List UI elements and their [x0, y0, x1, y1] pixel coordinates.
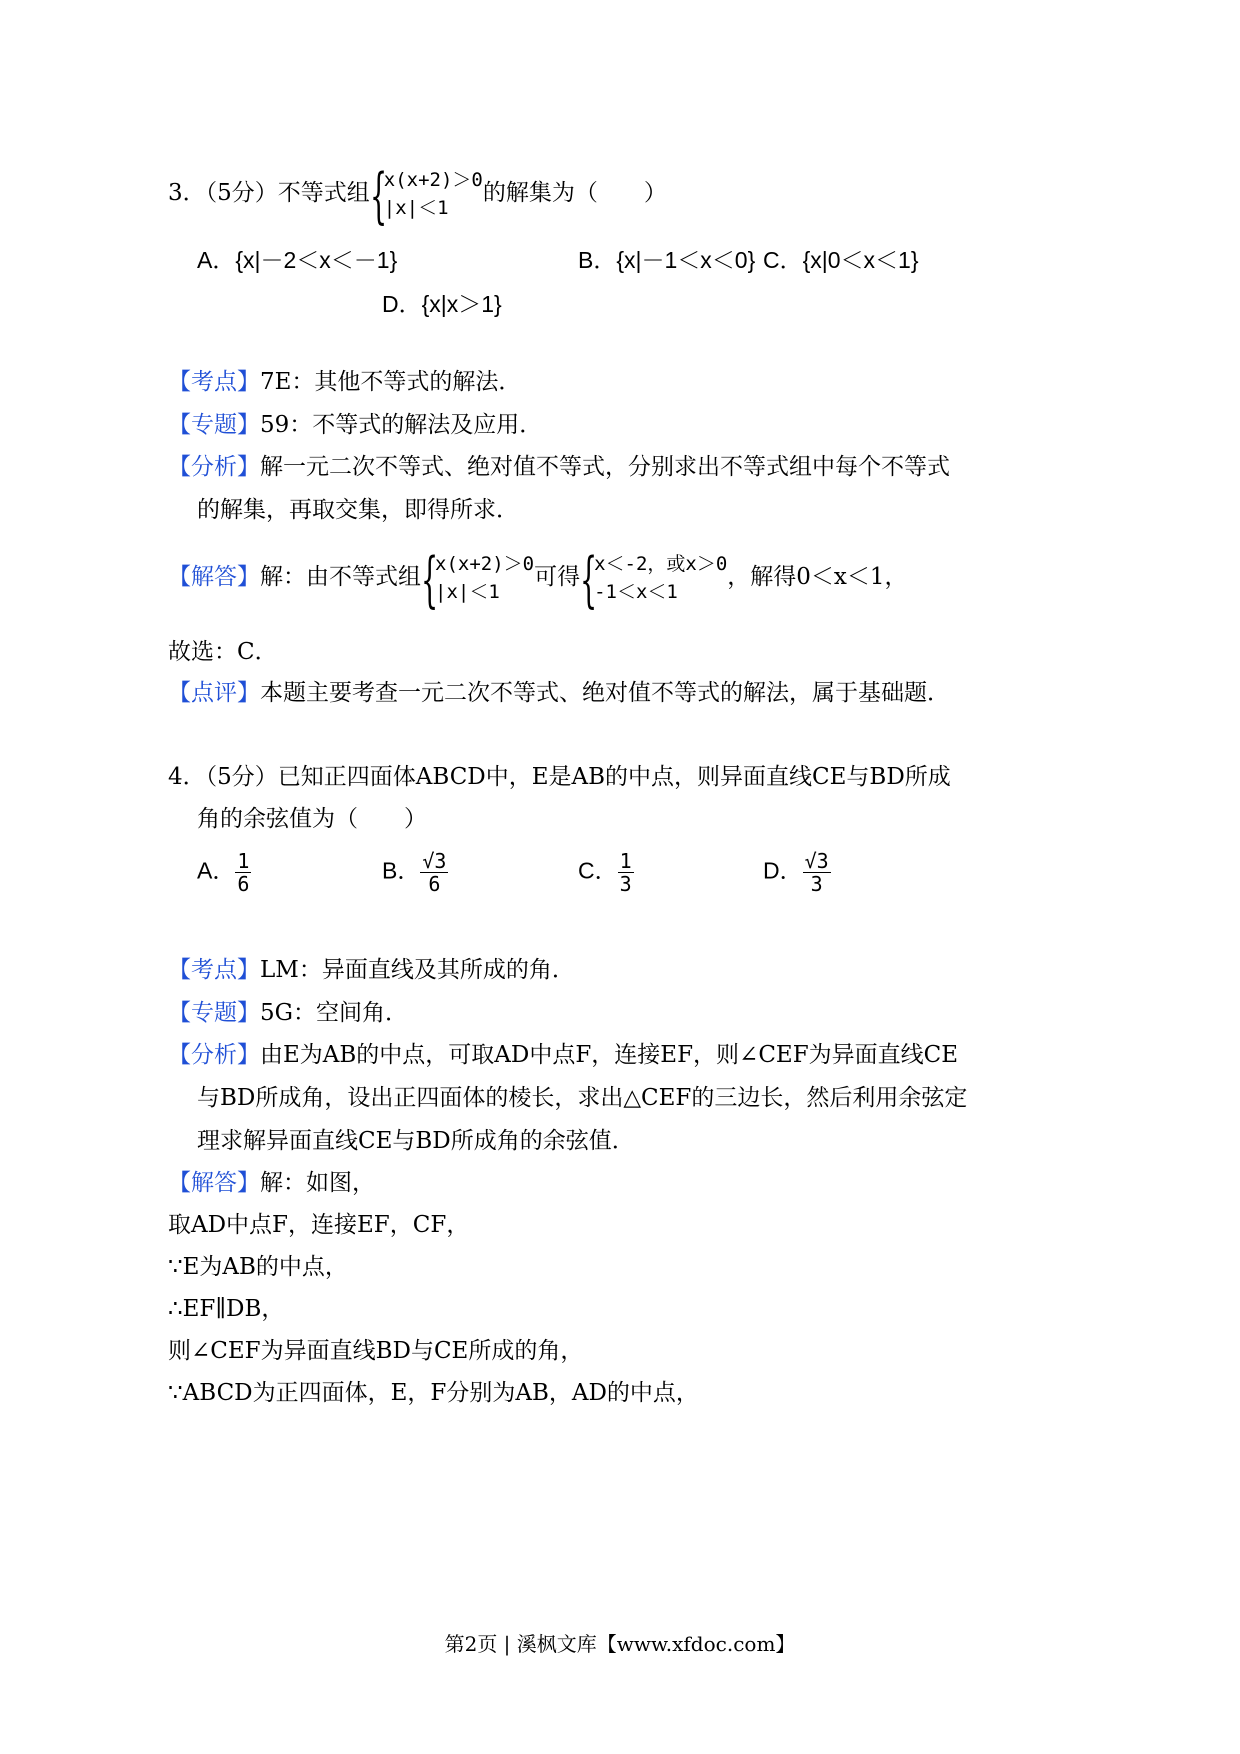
q4-fenxi-line2: 与BD所成角，设出正四面体的棱长，求出△CEF的三边长，然后利用余弦定 — [197, 1085, 968, 1111]
page-footer: 第2页 | 溪枫文库【www.xfdoc.com】 — [444, 1632, 796, 1656]
q4-step3: ∴EF∥DB， — [168, 1296, 285, 1322]
q3-jieda-system2-row2: -1＜x＜1 — [594, 581, 678, 603]
q3-jieda-tag: 【解答】 — [168, 564, 260, 590]
q3-fenxi-line2: 的解集，再取交集，即得所求． — [197, 497, 519, 523]
q3-stem-suffix: 的解集为（ ） — [482, 180, 667, 206]
q4-option-b-num: √3 — [422, 849, 447, 873]
q3-zhuanti — [168, 410, 542, 440]
q4-step1: 取AD中点F，连接EF，CF， — [168, 1212, 470, 1238]
q4-option-b-den: 6 — [428, 872, 441, 896]
q3-jieda-system1-row2: |x|＜1 — [435, 581, 500, 603]
q4-kaodian — [168, 955, 575, 985]
q4-option-a — [197, 850, 251, 895]
q4-step5: ∵ABCD为正四面体，E，F分别为AB，AD的中点， — [168, 1380, 699, 1406]
q4-fenxi-tag: 【分析】 — [168, 1042, 260, 1068]
q4-step4: 则∠CEF为异面直线BD与CE所成的角， — [168, 1338, 584, 1364]
q4-option-d — [763, 850, 831, 895]
q3-system-row1: x(x+2)＞0 — [383, 169, 483, 191]
q4-jieda-text: 解：如图， — [260, 1170, 375, 1196]
q4-jieda-tag: 【解答】 — [168, 1170, 260, 1196]
q3-jieda-system1-row1: x(x+2)＞0 — [435, 553, 535, 575]
q4-kaodian-text: LM：异面直线及其所成的角． — [260, 957, 575, 983]
q4-option-a-fraction — [235, 850, 251, 895]
q3-kaodian-text: 7E：其他不等式的解法． — [260, 369, 522, 395]
q3-kaodian-tag: 【考点】 — [168, 369, 260, 395]
q4-stem-line1: 4．（5分）已知正四面体ABCD中，E是AB的中点，则异面直线CE与BD所成 — [168, 764, 951, 790]
q4-zhuanti-tag: 【专题】 — [168, 1000, 260, 1026]
q4-kaodian-tag: 【考点】 — [168, 957, 260, 983]
q3-jieda-prefix: 解：由不等式组 — [260, 564, 421, 590]
q3-fenxi — [168, 452, 950, 482]
q4-fenxi — [168, 1040, 958, 1070]
q3-stem-prefix: 3．（5分）不等式组 — [168, 180, 370, 206]
q3-jieda-system2-row1: x＜-2，或x＞0 — [594, 553, 728, 575]
q4-option-a-label: A． — [197, 857, 236, 884]
q4-stem-line2: 角的余弦值为（ ） — [197, 806, 427, 832]
q3-option-c: C．{x|0＜x＜1} — [763, 247, 919, 273]
q4-jieda — [168, 1168, 375, 1198]
q3-fenxi-tag: 【分析】 — [168, 454, 260, 480]
q3-jieda-system2: { x＜-2，或x＞0 -1＜x＜1 — [580, 545, 728, 615]
q3-dianping-text: 本题主要考查一元二次不等式、绝对值不等式的解法，属于基础题． — [260, 680, 950, 706]
q4-option-b-label: B． — [382, 857, 421, 884]
q4-fenxi-line3: 理求解异面直线CE与BD所成角的余弦值． — [197, 1128, 635, 1154]
q3-option-d: D．{x|x＞1} — [382, 291, 502, 317]
q4-option-c-den: 3 — [619, 872, 632, 896]
q3-system-row2: |x|＜1 — [383, 197, 449, 219]
q3-zhuanti-tag: 【专题】 — [168, 412, 260, 438]
q4-fenxi-line1: 由E为AB的中点，可取AD中点F，连接EF，则∠CEF为异面直线CE — [260, 1042, 959, 1068]
q4-option-a-num: 1 — [237, 849, 250, 873]
q4-option-d-fraction — [803, 850, 831, 895]
q3-guxuan: 故选：C． — [168, 639, 278, 665]
q3-jieda-suffix: ，解得0＜x＜1， — [727, 564, 908, 590]
q3-option-a: A．{x|－2＜x＜－1} — [197, 247, 398, 273]
q3-fenxi-line1: 解一元二次不等式、绝对值不等式，分别求出不等式组中每个不等式 — [260, 454, 950, 480]
q3-option-b: B．{x|－1＜x＜0} — [578, 247, 756, 273]
q3-dianping-tag: 【点评】 — [168, 680, 260, 706]
q3-stem — [168, 161, 667, 231]
q3-jieda-system1: { x(x+2)＞0 |x|＜1 — [421, 545, 535, 615]
q4-zhuanti-text: 5G：空间角． — [260, 1000, 409, 1026]
q3-jieda-mid: 可得 — [534, 564, 581, 590]
q4-option-d-num: √3 — [804, 849, 829, 873]
q4-zhuanti — [168, 998, 408, 1028]
q4-option-c-num: 1 — [619, 849, 632, 873]
q3-kaodian — [168, 367, 521, 397]
q4-option-d-den: 3 — [810, 872, 823, 896]
q4-option-c-label: C． — [578, 857, 618, 884]
q4-option-b — [382, 850, 448, 895]
q4-option-a-den: 6 — [237, 872, 250, 896]
q4-step2: ∵E为AB的中点， — [168, 1254, 348, 1280]
q3-dianping — [168, 678, 950, 708]
q4-option-b-fraction — [420, 850, 448, 895]
q4-option-c-fraction — [618, 850, 634, 895]
q3-jieda — [168, 545, 908, 615]
q3-inequality-system: { x(x+2)＞0 |x|＜1 — [369, 161, 483, 231]
q4-option-d-label: D． — [763, 857, 803, 884]
q3-zhuanti-text: 59：不等式的解法及应用． — [260, 412, 543, 438]
q4-option-c — [578, 850, 634, 895]
